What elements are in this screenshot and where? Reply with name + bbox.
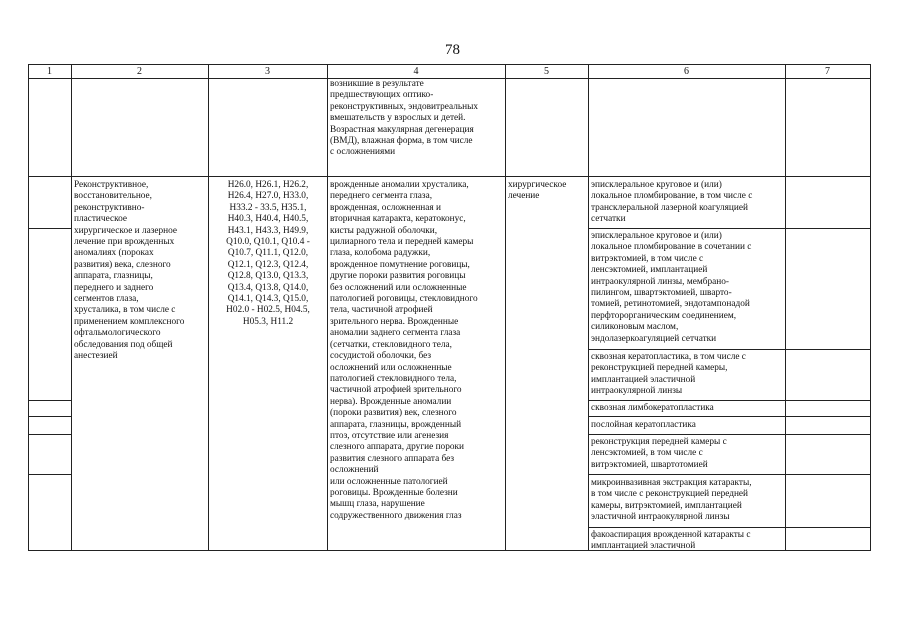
method-item: микроинвазивная экстракция катаракты, в том числе с реконструкцией передней камеры, витрэктомией, имплантацией эластичной интраокулярной линзы (591, 478, 752, 523)
table-top-border (28, 64, 871, 65)
row-divider (28, 176, 871, 177)
col-border (870, 64, 871, 551)
method-item: реконструкция передней камеры с ленсэктомией, в том числе с витрэктомией, швартотомией (591, 437, 727, 470)
col-border (327, 64, 328, 551)
col-border (588, 64, 589, 551)
method-item: сквозная кератопластика, в том числе с реконструкцией передней камеры, имплантацией эластичной интраокулярной линзы (591, 352, 746, 397)
treatment-name: Реконструктивное, восстановительное, реконструктивно- пластическое хирургическое и лазерное лечение при врожденных аномалиях (пороках развития) века, слезного аппарата, глазницы, переднего и заднего сегментов глаза, хрусталика, в том числе с применением комплексного офтальмологического обследования под общей анестезией (74, 180, 185, 362)
col-border (208, 64, 209, 551)
col-border (785, 64, 786, 551)
method-item: сквозная лимбокератопластика (591, 403, 714, 413)
method-item: факоаспирация врожденной катаракты с имплантацией эластичной (591, 530, 751, 552)
diagnosis-description: врожденные аномалии хрусталика, переднего сегмента глаза, врожденная, осложненная и вторичная катаракта, кератоконус, кисты радужной оболочки, цилиарного тела и передней камеры глаза, колобома радужки, врожденное помутнение роговицы, другие пороки развития роговицы без осложнений или осложненные патологией роговицы, стекловидного тела, частичной атрофией зрительного нерва. Врожденные аномалии заднего сегмента глаза (сетчатки, стекловидного тела, сосудистой оболочки, без осложнений или осложненные патологией стекловидного тела, частичной атрофией зрительного нерва). Врожденные аномалии (пороки развития) век, слезного аппарата, глазницы, врожденный птоз, отсутствие или агенезия слезного аппарата, другие пороки развития слезного аппарата без осложнений или осложненные патологией роговицы. Врожденные болезни мышц глаза, нарушение содружественного движения глаз (330, 180, 478, 521)
page-number: 78 (445, 42, 460, 58)
col-border (28, 64, 29, 551)
col-border (71, 64, 72, 551)
column-header-7: 7 (825, 66, 830, 77)
column-header-3: 3 (265, 66, 270, 77)
column-header-5: 5 (544, 66, 549, 77)
column-header-6: 6 (684, 66, 689, 77)
icd-codes: H26.0, H26.1, H26.2, H26.4, H27.0, H33.0, H33.2 - 33.5, H35.1, H40.3, H40.4, H40.5, H43.1, H43.3, H49.9, Q10.0, Q10.1, Q10.4 - Q10.7, Q11.1, Q12.0, Q12.1, Q12.3, Q12.4, Q12.8, Q13.0, Q13.3, Q13.4, Q13.8, Q14.0, Q14.1, Q14.3, Q15.0, H02.0 - H02.5, H04.5, H05.3, H11.2 (226, 180, 310, 327)
method-divider (588, 349, 871, 350)
treatment-type: хирургическое лечение (508, 180, 567, 202)
method-divider (588, 527, 871, 528)
method-divider (588, 400, 871, 401)
continuation-diagnosis: возникшие в результате предшествующих оптико- реконструктивных, эндовитреальных вмешательств у взрослых и детей. Возрастная макулярная дегенерация (ВМД), влажная форма, в том числе с осложнениями (330, 79, 478, 158)
col1-divider (28, 434, 71, 435)
method-item: эписклеральное круговое и (или) локальное пломбирование, в том числе с трансклеральной лазерной коагуляцией сетчатки (591, 180, 753, 225)
method-divider (588, 416, 871, 417)
method-item: эписклеральное круговое и (или) локальное пломбирование в сочетании с витрэктомией, в том числе с ленсэктомией, имплантацией интраокулярной линзы, мембрано- пилингом, швартэктомией, шварто- томией, ретинотомией, эндотампонадой перфторорганическим соединением, силиконовым маслом, эндолазеркоагуляцией сетчатки (591, 231, 752, 344)
column-header-4: 4 (413, 66, 419, 77)
col1-divider (28, 474, 71, 475)
col1-divider (28, 400, 71, 401)
method-item: послойная кератопластика (591, 420, 696, 430)
method-divider (588, 228, 871, 229)
method-divider (588, 434, 871, 435)
column-header-1: 1 (47, 66, 52, 77)
method-divider (588, 474, 871, 475)
col1-divider (28, 416, 71, 417)
col1-divider (28, 228, 71, 229)
column-header-2: 2 (137, 66, 142, 77)
col-border (505, 64, 506, 551)
